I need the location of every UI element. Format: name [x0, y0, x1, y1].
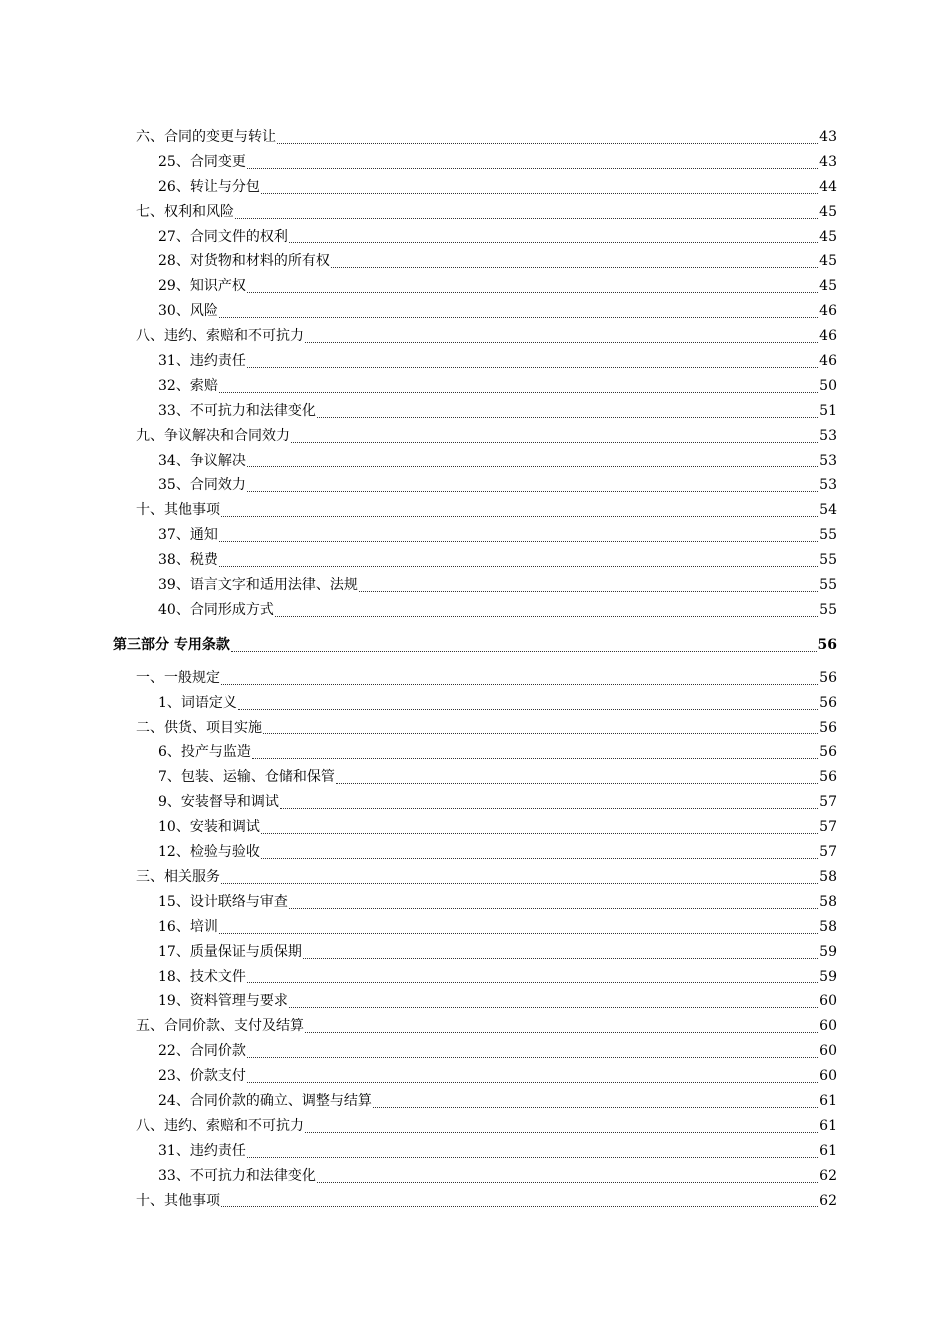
dot-leader [221, 871, 818, 884]
toc-entry-title: 16、培训 [158, 918, 218, 935]
dot-leader [247, 355, 818, 368]
toc-page-number: 58 [819, 893, 837, 910]
toc-entry-title: 八、违约、索赔和不可抗力 [136, 1117, 304, 1134]
dot-leader [303, 946, 818, 959]
dot-leader [305, 1120, 818, 1133]
dot-leader [289, 995, 818, 1008]
toc-entry[interactable] [113, 865, 837, 890]
toc-entry-title: 39、语言文字和适用法律、法规 [158, 577, 358, 594]
dot-leader [331, 255, 818, 268]
toc-entry[interactable] [113, 249, 837, 274]
toc-entry[interactable] [113, 1139, 837, 1164]
toc-part-heading[interactable] [113, 632, 837, 658]
toc-page-number: 56 [819, 769, 837, 786]
toc-entry-title: 23、价款支付 [158, 1068, 246, 1085]
dot-leader [231, 639, 817, 652]
toc-entry-title: 22、合同价款 [158, 1043, 246, 1060]
toc-page-number: 56 [819, 719, 837, 736]
toc-entry[interactable] [113, 1014, 837, 1039]
toc-page-number: 53 [819, 427, 837, 444]
toc-entry-title: 35、合同效力 [158, 477, 246, 494]
toc-page-number: 59 [819, 943, 837, 960]
toc-page-number: 60 [819, 1068, 837, 1085]
toc-page-number: 58 [819, 918, 837, 935]
toc-entry[interactable] [113, 691, 837, 716]
toc-entry-title: 28、对货物和材料的所有权 [158, 253, 330, 270]
toc-entry[interactable] [113, 374, 837, 399]
dot-leader [221, 672, 818, 685]
toc-entry[interactable] [113, 1064, 837, 1089]
dot-leader [221, 504, 818, 517]
toc-entry-title: 32、索赔 [158, 377, 218, 394]
toc-page-number: 44 [819, 178, 837, 195]
dot-leader [305, 1020, 818, 1033]
toc-entry[interactable] [113, 965, 837, 990]
toc-entry-title: 10、安装和调试 [158, 819, 260, 836]
dot-leader [291, 430, 818, 443]
toc-entry-title: 九、争议解决和合同效力 [136, 427, 290, 444]
dot-leader [373, 1095, 818, 1108]
dot-leader [275, 604, 818, 617]
toc-entry-title: 十、其他事项 [136, 1192, 220, 1209]
dot-leader [305, 330, 818, 343]
dot-leader [219, 554, 818, 567]
dot-leader [289, 230, 818, 243]
toc-page-number: 45 [819, 228, 837, 245]
toc-entry-title: 15、设计联络与审查 [158, 893, 288, 910]
dot-leader [219, 529, 818, 542]
toc-entry[interactable] [113, 1089, 837, 1114]
toc-page-number: 57 [819, 819, 837, 836]
dot-leader [247, 479, 818, 492]
toc-entry-title: 25、合同变更 [158, 153, 246, 170]
toc-entry[interactable] [113, 299, 837, 324]
toc-entry[interactable] [113, 840, 837, 865]
toc-page-number: 60 [819, 1043, 837, 1060]
toc-entry[interactable] [113, 274, 837, 299]
toc-entry[interactable] [113, 150, 837, 175]
toc-page-number: 45 [819, 278, 837, 295]
toc-page-number: 60 [819, 1018, 837, 1035]
toc-page-number: 54 [819, 502, 837, 519]
toc-entry-title: 6、投产与监造 [158, 744, 251, 761]
toc-page-number: 57 [819, 794, 837, 811]
toc-page-number: 53 [819, 477, 837, 494]
toc-page-number: 46 [819, 303, 837, 320]
toc-page-number: 59 [819, 968, 837, 985]
toc-entry[interactable] [113, 573, 837, 598]
toc-page-number: 51 [819, 402, 837, 419]
toc-page-number: 57 [819, 844, 837, 861]
toc-entry[interactable] [113, 1114, 837, 1139]
toc-entry-title: 八、违约、索赔和不可抗力 [136, 328, 304, 345]
toc-entry-title: 12、检验与验收 [158, 844, 260, 861]
dot-leader [247, 1145, 818, 1158]
toc-entry-title: 18、技术文件 [158, 968, 246, 985]
toc-entry[interactable] [113, 548, 837, 573]
dot-leader [261, 181, 818, 194]
toc-page-number: 61 [819, 1092, 837, 1109]
dot-leader [247, 156, 818, 169]
toc-page-number: 60 [819, 993, 837, 1010]
toc-page-number: 43 [819, 153, 837, 170]
dot-leader [280, 796, 818, 809]
toc-entry[interactable] [113, 598, 837, 623]
dot-leader [317, 1170, 818, 1183]
toc-entry-title: 十、其他事项 [136, 502, 220, 519]
dot-leader [238, 697, 818, 710]
toc-entry-title: 33、不可抗力和法律变化 [158, 402, 316, 419]
dot-leader [317, 405, 818, 418]
toc-page-number: 45 [819, 253, 837, 270]
dot-leader [336, 771, 818, 784]
toc-entry[interactable] [113, 200, 837, 225]
toc-entry[interactable] [113, 175, 837, 200]
toc-page-number: 46 [819, 328, 837, 345]
dot-leader [219, 305, 818, 318]
dot-leader [221, 1194, 818, 1207]
dot-leader [235, 206, 818, 219]
toc-page-number: 55 [819, 601, 837, 618]
dot-leader [289, 896, 818, 909]
toc-page-number: 56 [819, 744, 837, 761]
toc-entry-title: 六、合同的变更与转让 [136, 129, 276, 145]
toc-entry[interactable] [113, 349, 837, 374]
toc-entry-title: 24、合同价款的确立、调整与结算 [158, 1092, 372, 1109]
dot-leader [277, 131, 818, 144]
dot-leader [247, 1045, 818, 1058]
dot-leader [247, 1070, 818, 1083]
toc-entry-title: 38、税费 [158, 552, 218, 569]
toc-page-number: 56 [819, 694, 837, 711]
toc-entry[interactable] [113, 940, 837, 965]
toc-entry[interactable] [113, 473, 837, 498]
toc-page-number: 43 [819, 129, 837, 145]
toc-entry-title: 7、包装、运输、仓储和保管 [158, 769, 335, 786]
toc-page-number: 46 [819, 353, 837, 370]
toc-entry-title: 31、违约责任 [158, 1142, 246, 1159]
toc-entry[interactable] [113, 1039, 837, 1064]
toc-entry[interactable] [113, 666, 837, 691]
toc-page-number: 55 [819, 577, 837, 594]
toc-entry[interactable] [113, 324, 837, 349]
toc-page-number: 56 [817, 636, 837, 653]
dot-leader [219, 921, 818, 934]
toc-entry[interactable] [113, 424, 837, 449]
toc-entry[interactable] [113, 815, 837, 840]
toc-page-number: 55 [819, 552, 837, 569]
toc-entry-title: 五、合同价款、支付及结算 [136, 1018, 304, 1035]
toc-entry[interactable] [113, 716, 837, 741]
dot-leader [261, 821, 818, 834]
toc-page-number: 45 [819, 203, 837, 220]
toc-entry-title: 三、相关服务 [136, 868, 220, 885]
toc-entry-title: 9、安装督导和调试 [158, 794, 279, 811]
toc-entry[interactable] [113, 1189, 837, 1214]
table-of-contents [113, 125, 837, 1213]
toc-entry[interactable] [113, 523, 837, 548]
dot-leader [219, 380, 818, 393]
dot-leader [263, 721, 818, 734]
toc-entry[interactable] [113, 790, 837, 815]
toc-page-number: 62 [819, 1192, 837, 1209]
dot-leader [247, 970, 818, 983]
dot-leader [359, 579, 818, 592]
toc-entry-title: 一、一般规定 [136, 669, 220, 686]
toc-page-number: 53 [819, 452, 837, 469]
toc-entry[interactable] [113, 989, 837, 1014]
toc-entry-title: 二、供货、项目实施 [136, 719, 262, 736]
toc-entry[interactable] [113, 915, 837, 940]
toc-entry-title: 37、通知 [158, 527, 218, 544]
toc-entry[interactable] [113, 225, 837, 250]
toc-entry[interactable] [113, 740, 837, 765]
toc-entry-title: 29、知识产权 [158, 278, 246, 295]
toc-page-number: 61 [819, 1117, 837, 1134]
toc-page-number: 62 [819, 1167, 837, 1184]
toc-entry-title: 17、质量保证与质保期 [158, 943, 302, 960]
toc-entry-title: 31、违约责任 [158, 353, 246, 370]
toc-entry[interactable] [113, 1164, 837, 1189]
toc-entry[interactable] [113, 890, 837, 915]
toc-entry[interactable] [113, 765, 837, 790]
toc-page-number: 58 [819, 868, 837, 885]
toc-entry-title: 第三部分 专用条款 [113, 636, 230, 653]
toc-entry-title: 33、不可抗力和法律变化 [158, 1167, 316, 1184]
toc-page-number: 56 [819, 669, 837, 686]
toc-entry[interactable] [113, 449, 837, 474]
dot-leader [247, 454, 818, 467]
dot-leader [252, 746, 818, 759]
toc-entry[interactable] [113, 125, 837, 150]
toc-entry-title: 34、争议解决 [158, 452, 246, 469]
toc-entry[interactable] [113, 498, 837, 523]
toc-entry-title: 40、合同形成方式 [158, 601, 274, 618]
toc-entry-title: 19、资料管理与要求 [158, 993, 288, 1010]
toc-page-number: 50 [819, 377, 837, 394]
toc-entry-title: 27、合同文件的权利 [158, 228, 288, 245]
dot-leader [261, 846, 818, 859]
toc-page-number: 61 [819, 1142, 837, 1159]
toc-entry-title: 26、转让与分包 [158, 178, 260, 195]
toc-entry[interactable] [113, 399, 837, 424]
toc-entry-title: 七、权利和风险 [136, 203, 234, 220]
toc-page-number: 55 [819, 527, 837, 544]
dot-leader [247, 280, 818, 293]
toc-entry-title: 30、风险 [158, 303, 218, 320]
toc-entry-title: 1、词语定义 [158, 694, 237, 711]
